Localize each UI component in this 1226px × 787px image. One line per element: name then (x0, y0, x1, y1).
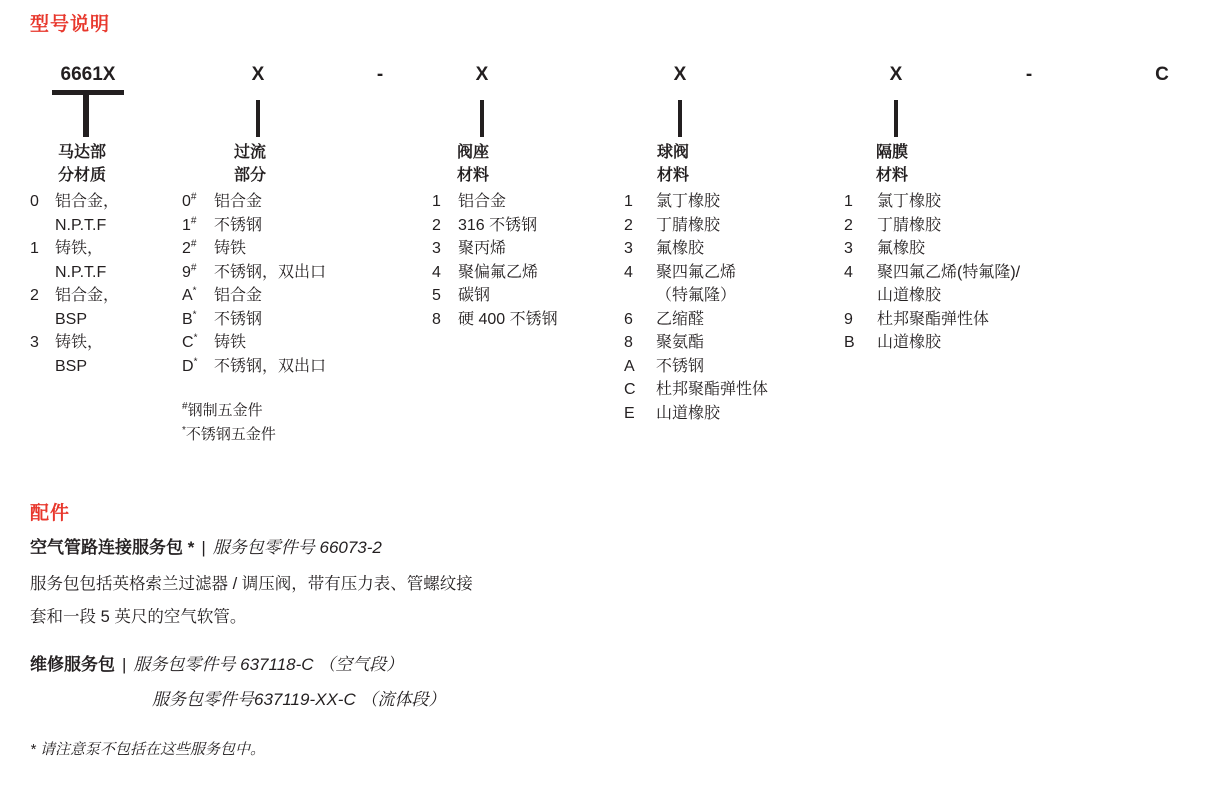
item-code: 2 (624, 216, 633, 234)
item-text: 杜邦聚酯弹性体 (877, 310, 990, 328)
repair-kit-title: 维修服务包 (30, 655, 115, 674)
item-code: D* (182, 356, 198, 375)
item-text: （特氟隆） (656, 287, 737, 304)
item-text: 山道橡胶 (877, 334, 942, 351)
item-code: 1# (182, 215, 197, 234)
model-code-wetted-x: X (251, 64, 265, 85)
item-text: 丁腈橡胶 (656, 216, 721, 234)
item-code: 6 (624, 310, 633, 328)
item-code: 1 (624, 193, 633, 210)
list-item (30, 261, 119, 285)
air-kit-part-number: 服务包零件号 66073-2 (212, 538, 382, 557)
model-code-suffix-c: C (1155, 64, 1169, 85)
repair-kit-part-number-fluid: 服务包零件号637119-XX-C （流体段） (152, 690, 446, 709)
list-item (432, 261, 558, 285)
list-item (624, 378, 768, 402)
item-text: 硬 400 不锈钢 (458, 310, 558, 328)
list-item (182, 355, 326, 379)
list-item (432, 237, 558, 261)
item-text: 铝合金， (55, 193, 120, 210)
list-item (182, 237, 326, 261)
item-text: 氟橡胶 (877, 240, 926, 257)
air-kit-title: 空气管路连接服务包 * (30, 538, 195, 557)
list-item (30, 190, 119, 214)
list-item (30, 237, 119, 261)
item-code: C (624, 381, 636, 398)
item-code: A (624, 357, 635, 375)
air-kit-description-line2: 套和一段 5 英尺的空气软管。 (30, 608, 247, 626)
list-item (624, 331, 768, 355)
item-text: 山道橡胶 (877, 287, 942, 304)
item-text: 铝合金 (458, 193, 507, 210)
connector-line-motor (83, 92, 89, 137)
item-text: 不锈钢 (214, 310, 263, 328)
list-item (624, 237, 768, 261)
repair-kit-part-number-air: 服务包零件号 637118-C （空气段） (133, 655, 404, 674)
item-text: N.P.T.F (55, 263, 107, 281)
footnote-marker: # (182, 401, 188, 412)
list-item (624, 261, 768, 285)
item-text: 氯丁橡胶 (877, 193, 942, 210)
connector-line-ball (678, 100, 682, 137)
item-code: 4 (844, 263, 853, 281)
model-code-diaphragm-x: X (889, 64, 903, 85)
list-item (182, 190, 326, 214)
item-text: 碳钢 (458, 287, 491, 304)
item-code: 8 (432, 310, 441, 328)
list-item (844, 214, 1020, 238)
item-text: 乙缩醛 (656, 310, 705, 328)
model-code-dash: - (376, 64, 384, 85)
list-item (844, 261, 1020, 285)
list-item (624, 284, 768, 308)
model-code-ball-x: X (673, 64, 687, 85)
item-text: 聚偏氟乙烯 (458, 263, 539, 281)
item-code: 1 (844, 193, 853, 210)
list-item (432, 308, 558, 332)
item-text: 杜邦聚酯弹性体 (656, 381, 769, 398)
item-text: 不锈钢 (214, 216, 263, 234)
column-header-motor: 马达部 分材质 (58, 144, 107, 184)
item-text: N.P.T.F (55, 216, 107, 234)
item-code: 1 (432, 193, 441, 210)
air-kit-description-line1: 服务包包括英格索兰过滤器 / 调压阀，带有压力表、管螺纹接 (30, 575, 473, 593)
list-item (844, 237, 1020, 261)
list-item (432, 214, 558, 238)
footnote-text: 钢制五金件 (187, 402, 263, 419)
item-code: 2# (182, 238, 197, 257)
model-code-dash: - (1025, 64, 1033, 85)
list-item (624, 214, 768, 238)
item-code: E (624, 404, 635, 422)
list-item (182, 331, 326, 355)
air-kit-line (30, 533, 382, 558)
item-code: 9 (844, 310, 853, 328)
list-item (30, 355, 119, 379)
footnote-text: 不锈钢五金件 (185, 425, 276, 443)
item-text: 铝合金， (55, 287, 120, 304)
column-header-ball: 球阀 材料 (657, 144, 690, 184)
list-item (624, 308, 768, 332)
item-text: 聚四氟乙烯 (656, 263, 737, 281)
item-code: 3 (624, 240, 633, 257)
list-item (30, 308, 119, 332)
item-text: 山道橡胶 (656, 404, 721, 422)
list-item (182, 214, 326, 238)
list-item (30, 331, 119, 355)
connector-line-seat (480, 100, 484, 137)
item-code: 3 (432, 240, 441, 257)
list-item (30, 284, 119, 308)
item-text: 铸铁 (214, 240, 247, 257)
list-item (624, 355, 768, 379)
list-item (844, 331, 1020, 355)
item-code: 2 (432, 216, 441, 234)
model-code-base: 6661X (60, 64, 116, 85)
item-text: 铸铁 (214, 334, 247, 351)
item-code: 9# (182, 262, 197, 281)
model-code-seat-x: X (475, 64, 489, 85)
separator: | (122, 655, 127, 674)
column-header-seat: 阀座 材料 (457, 144, 490, 184)
item-code: B* (182, 309, 197, 328)
repair-kit-line (30, 650, 403, 675)
item-code: 0# (182, 191, 197, 210)
item-text: 丁腈橡胶 (877, 216, 942, 234)
item-text: 聚氨酯 (656, 334, 705, 351)
list-item (182, 261, 326, 285)
item-text: 聚丙烯 (458, 240, 507, 257)
list-item (844, 308, 1020, 332)
item-text: 铸铁， (55, 240, 104, 257)
item-code: 3 (30, 334, 39, 351)
list-item (182, 284, 326, 308)
hardware-footnotes (182, 399, 276, 446)
item-text: BSP (55, 357, 88, 375)
item-code: B (844, 334, 855, 351)
page-footnote: * 请注意泵不包括在这些服务包中。 (30, 741, 266, 758)
list-item (844, 190, 1020, 214)
item-code: 8 (624, 334, 633, 351)
footnote-item (182, 423, 276, 447)
list-item (432, 284, 558, 308)
item-text: 316 不锈钢 (458, 216, 538, 234)
item-text: 氟橡胶 (656, 240, 705, 257)
connector-line-wetted (256, 100, 260, 137)
item-text: 不锈钢，双出口 (214, 263, 327, 281)
item-text: 不锈钢，双出口 (214, 357, 327, 375)
item-code: C* (182, 332, 198, 351)
list-item (624, 190, 768, 214)
separator: | (201, 538, 206, 557)
item-code: 4 (624, 263, 633, 281)
item-code: A* (182, 285, 197, 304)
item-code: 3 (844, 240, 853, 257)
section-title-model: 型号说明 (30, 14, 111, 35)
section-title-accessories: 配件 (30, 503, 71, 524)
item-code: 2 (844, 216, 853, 234)
item-code: 0 (30, 193, 39, 210)
option-list-motor (30, 190, 119, 378)
column-header-diaphragm: 隔膜 材料 (876, 144, 909, 184)
option-list-seat (432, 190, 558, 331)
list-item (844, 284, 1020, 308)
list-item (30, 214, 119, 238)
list-item (432, 190, 558, 214)
connector-line-diaphragm (894, 100, 898, 137)
item-code: 2 (30, 287, 39, 304)
list-item (624, 402, 768, 426)
item-text: 不锈钢 (656, 357, 705, 375)
item-text: 铸铁， (55, 334, 104, 351)
item-text: 铝合金 (214, 287, 263, 304)
item-code: 1 (30, 240, 39, 257)
option-list-diaphragm (844, 190, 1020, 355)
item-code: 4 (432, 263, 441, 281)
list-item (182, 308, 326, 332)
option-list-ball (624, 190, 768, 425)
footnote-item (182, 399, 276, 423)
footnote-marker: * (182, 424, 186, 436)
item-text: 铝合金 (214, 193, 263, 210)
item-text: BSP (55, 310, 88, 328)
item-text: 氯丁橡胶 (656, 193, 721, 210)
option-list-wetted (182, 190, 326, 378)
item-code: 5 (432, 287, 441, 304)
item-text: 聚四氟乙烯(特氟隆)/ (877, 263, 1021, 281)
column-header-wetted: 过流 部分 (234, 144, 267, 184)
